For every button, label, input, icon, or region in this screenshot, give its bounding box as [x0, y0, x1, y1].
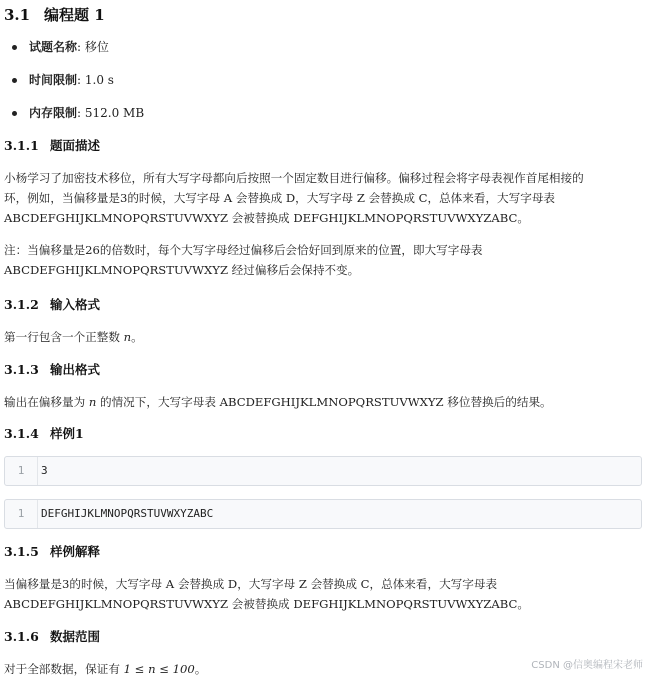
description-text: 小杨学习了加密技术移位，所有大写字母都向后按照一个固定数目进行偏移。偏移过程会将字母表视作首尾相接的 环，例如，当偏移量是3的时候，大写字母 A 会替换成 D，大写字母 Z 会替换成 C，总体来看，大写字母表 ABCDEFGHIJKLMNOPQRSTUVWXYZ 会被替换成 DEFGHIJKLMNOPQRSTUVWXYZABC。 [4, 171, 584, 225]
heading-range: 3.1.6 数据范围 [4, 629, 101, 644]
math-expression: 1 ≤ n ≤ 100 [123, 662, 195, 676]
code-line: DEFGHIJKLMNOPQRSTUVWXYZABC [41, 507, 214, 520]
section-number: 3.1 [4, 6, 31, 24]
input-text: 第一行包含一个正整数 n。 [4, 330, 143, 344]
line-number: 1 [5, 500, 38, 528]
section-heading [4, 4, 105, 26]
meta-item-time: 时间限制: 1.0 s [13, 72, 114, 88]
heading-output: 3.1.3 输出格式 [4, 362, 101, 377]
heading-sample: 3.1.4 样例1 [4, 426, 84, 441]
range-text: 对于全部数据，保证有 1 ≤ n ≤ 100。 [4, 662, 207, 676]
sample-input-block[interactable] [4, 456, 642, 486]
meta-item-memory: 内存限制: 512.0 MB [13, 105, 144, 121]
explanation-text: 当偏移量是3的时候，大写字母 A 会替换成 D，大写字母 Z 会替换成 C，总体来看，大写字母表 ABCDEFGHIJKLMNOPQRSTUVWXYZ 会被替换成 DEFGHIJKLMNOPQRSTUVWXYZABC。 [4, 577, 529, 611]
math-var: n [123, 330, 132, 344]
output-text: 输出在偏移量为 n 的情况下，大写字母表 ABCDEFGHIJKLMNOPQRSTUVWXYZ 移位替换后的结果。 [4, 395, 552, 409]
description-note: 注：当偏移量是26的倍数时，每个大写字母经过偏移后会恰好回到原来的位置，即大写字母表 ABCDEFGHIJKLMNOPQRSTUVWXYZ 经过偏移后会保持不变。 [4, 243, 483, 277]
line-number: 1 [5, 457, 38, 485]
math-var: n [88, 395, 97, 409]
section-title: 编程题 1 [44, 6, 105, 24]
sample-output-block[interactable] [4, 499, 642, 529]
heading-description: 3.1.1 题面描述 [4, 138, 101, 153]
heading-input: 3.1.2 输入格式 [4, 297, 101, 312]
meta-item-name: 试题名称: 移位 [13, 39, 109, 55]
code-line: 3 [41, 464, 48, 477]
heading-explanation: 3.1.5 样例解释 [4, 544, 101, 559]
watermark: CSDN @信奥编程宋老师 [531, 660, 643, 671]
